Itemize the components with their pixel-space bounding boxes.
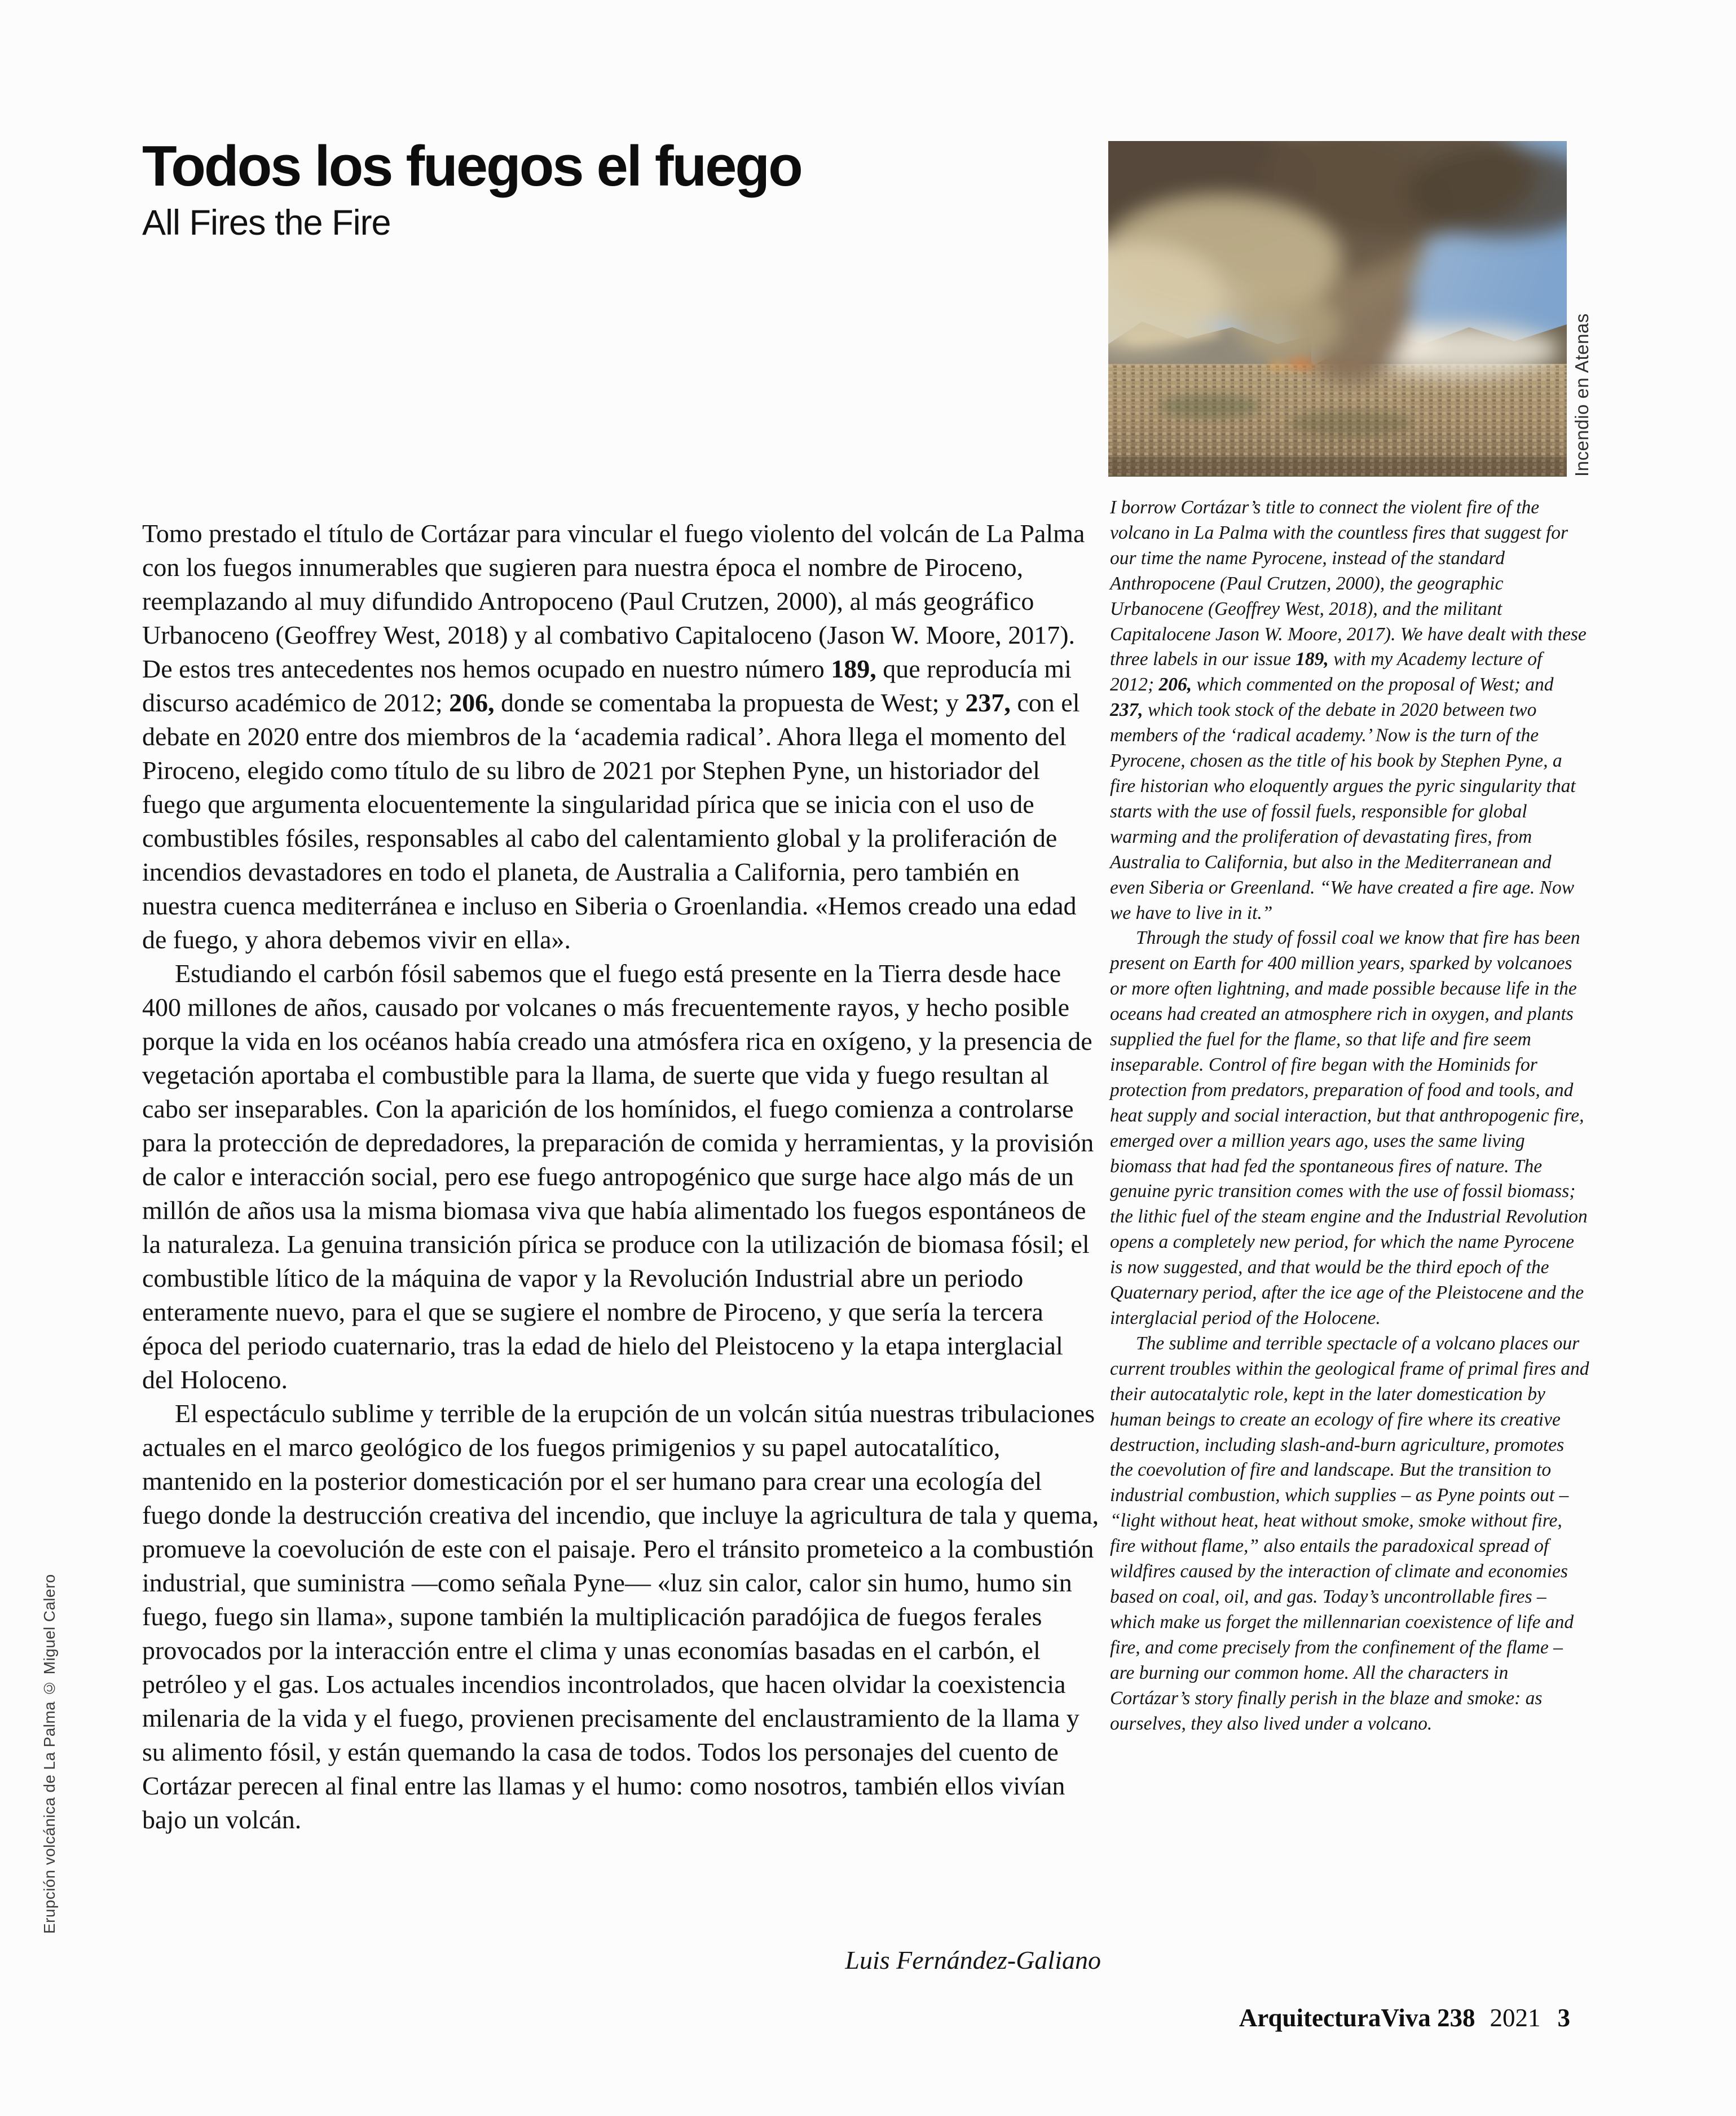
- footer-year: 2021: [1490, 2004, 1541, 2032]
- page-footer: [1239, 2003, 1570, 2033]
- paragraph: The sublime and terrible spectacle of a volcano places our current troubles within the geological frame of primal fires and their autocatalytic role, kept in the later domestication by human beings to create an ecology of fire where its creative destruction, including slash-and-burn agriculture, promotes the coevolution of fire and landscape. But the transition to industrial combustion, which supplies – as Pyne points out – “light without heat, heat without smoke, smoke without fire, fire without flame,” also entails the paradoxical spread of wildfires caused by the interaction of climate and economies based on coal, oil, and gas. Today’s uncontrollable fires – which make us forget the millennarian coexistence of life and fire, and come precisely from the confinement of the flame – are burning our common home. All the characters in Cortázar’s story finally perish in the blaze and smoke: as ourselves, they also lived under a volcano.: [1110, 1332, 1589, 1734]
- footer-page-number: 3: [1557, 2004, 1570, 2032]
- paragraph: Estudiando el carbón fósil sabemos que el fuego está presente en la Tierra desde hace 400 millones de años, causado por volcanes o más frecuentemente rayos, y hecho posible porque la vida en los océanos había creado una atmósfera rica en oxígeno, y la presencia de vegetación aportaba el combustible para la llama, de suerte que vida y fuego resultan al cabo ser inseparables. Con la aparición de los homínidos, el fuego comienza a controlarse para la protección de depredadores, la preparación de comida y herramientas, y la provisión de calor e interacción social, pero ese fuego antropogénico que surge hace algo más de un millón de años usa la misma biomasa viva que había alimentado los fuegos espontáneos de la naturaleza. La genuina transición pírica se produce con la utilización de biomasa fósil; el combustible lítico de la máquina de vapor y la Revolución Industrial abre un periodo enteramente nuevo, para el que se sugiere el nombre de Piroceno, y que sería la tercera época del periodo cuaternario, tras la edad de hielo del Pleistoceno y la etapa interglacial del Holoceno.: [142, 959, 1094, 1394]
- author-signature: Luis Fernández-Galiano: [845, 1946, 1101, 1974]
- wildfire-photo: [1108, 141, 1567, 477]
- article-spanish-column: [142, 517, 1101, 1837]
- paragraph: Tomo prestado el título de Cortázar para vincular el fuego violento del volcán de La Palma con los fuegos innumerables que sugieren para nuestra época el nombre de Piroceno, reemplazando al muy difundido Antropoceno (Paul Crutzen, 2000), al más geográfico Urbanoceno (Geoffrey West, 2018) y al combativo Capitaloceno (Jason W. Moore, 2017). De estos tres antecedentes nos hemos ocupado en nuestro número 189, que reproducía mi discurso académico de 2012; 206, donde se comentaba la propuesta de West; y 237, con el debate en 2020 entre dos miembros de la ‘academia radical’. Ahora llega el momento del Piroceno, elegido como título de su libro de 2021 por Stephen Pyne, un historiador del fuego que argumenta elocuentemente la singularidad pírica que se inicia con el uso de combustibles fósiles, responsables al cabo del calentamiento global y la proliferación de incendios devastadores en todo el planeta, de Australia a California, pero también en nuestra cuenca mediterránea e incluso en Siberia o Groenlandia. «Hemos creado una edad de fuego, y ahora debemos vivir en ella».: [142, 519, 1085, 954]
- article-english-column: [1110, 495, 1590, 1736]
- article-header: [142, 137, 801, 241]
- page-subtitle: All Fires the Fire: [142, 203, 391, 243]
- paragraph: Through the study of fossil coal we know that fire has been present on Earth for 400 million years, sparked by volcanoes or more often lightning, and made possible because life in the oceans had created an atmosphere rich in oxygen, and plants supplied the fuel for the flame, so that life and fire seem inseparable. Control of fire began with the Hominids for protection from predators, preparation of food and tools, and heat supply and social interaction, but that anthropogenic fire, emerged over a million years ago, uses the same living biomass that had fed the spontaneous fires of nature. The genuine pyric transition comes with the use of fossil biomass; the lithic fuel of the steam engine and the Industrial Revolution opens a completely new period, for which the name Pyrocene is now suggested, and that would be the third epoch of the Quaternary period, after the ice age of the Pleistocene and the interglacial period of the Holocene.: [1110, 927, 1588, 1328]
- photo-caption: Incendio en Atenas: [1571, 313, 1592, 477]
- page-title: Todos los fuegos el fuego: [142, 135, 801, 198]
- wildfire-photo-illustration: [1108, 141, 1567, 477]
- journal-issue-label: ArquitecturaViva 238: [1239, 2004, 1475, 2032]
- paragraph: I borrow Cortázar’s title to connect the violent fire of the volcano in La Palma with the countless fires that suggest for our time the name Pyrocene, instead of the standard Anthropocene (Paul Crutzen, 2000), the geographic Urbanocene (Geoffrey West, 2018), and the militant Capitalocene Jason W. Moore, 2017). We have dealt with these three labels in our issue 189, with my Academy lecture of 2012; 206, which commented on the proposal of West; and 237, which took stock of the debate in 2020 between two members of the ‘radical academy.’ Now is the turn of the Pyrocene, chosen as the title of his book by Stephen Pyne, a fire historian who eloquently argues the pyric singularity that starts with the use of fossil fuels, responsible for global warming and the proliferation of devastating fires, from Australia to California, but also in the Mediterranean and even Siberia or Greenland. “We have created a fire age. Now we have to live in it.”: [1110, 497, 1587, 923]
- paragraph: El espectáculo sublime y terrible de la erupción de un volcán sitúa nuestras tribulaciones actuales en el marco geológico de los fuegos primigenios y su papel autocatalítico, mantenido en la posterior domesticación por el ser humano para crear una ecología del fuego donde la destrucción creativa del incendio, que incluye la agricultura de tala y quema, promueve la coevolución de este con el paisaje. Pero el tránsito prometeico a la combustión industrial, que suministra —como señala Pyne— «luz sin calor, calor sin humo, humo sin fuego, fuego sin llama», supone también la multiplicación paradójica de fuegos ferales provocados por la interacción entre el clima y unas economías basadas en el carbón, el petróleo y el gas. Los actuales incendios incontrolados, que hacen olvidar la coexistencia milenaria de la vida y el fuego, provienen precisamente del enclaustramiento de la llama y su alimento fósil, y están quemando la casa de todos. Todos los personajes del cuento de Cortázar perecen al final entre las llamas y el humo: como nosotros, también ellos vivían bajo un volcán.: [142, 1399, 1099, 1834]
- photo-credit-caption: Erupción volcánica de La Palma © Miguel Calero: [41, 1574, 58, 1934]
